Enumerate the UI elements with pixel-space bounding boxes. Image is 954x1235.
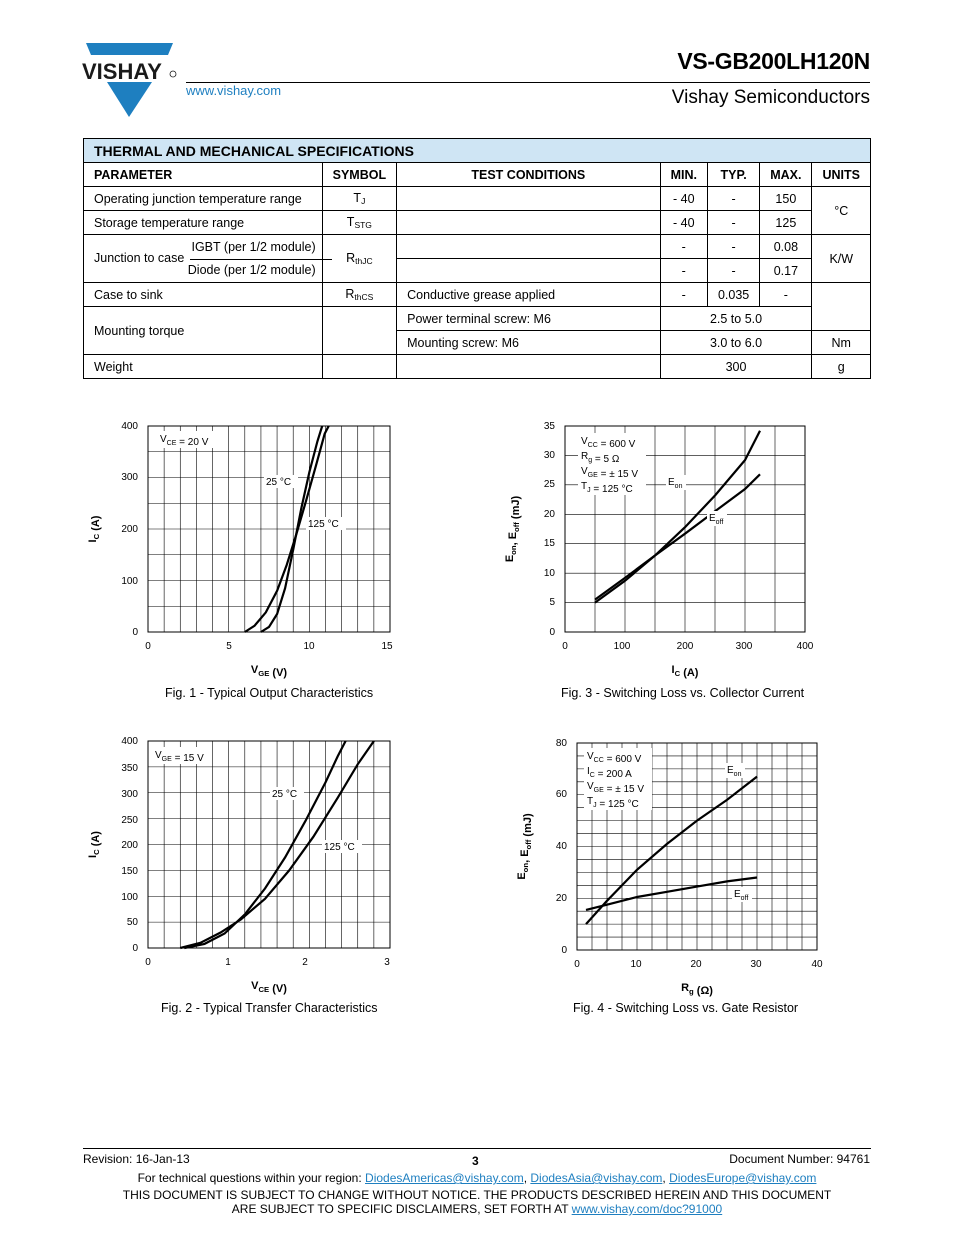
x-tick-label: 15 [381,641,393,652]
x-tick-label: 400 [796,641,814,652]
email-asia-link[interactable]: DiodesAsia@vishay.com [530,1171,663,1185]
x-axis-label: $V_{CE}$ (V) [251,980,287,995]
y-tick-label: 400 [121,736,138,747]
company-name: Vishay Semiconductors [671,87,870,108]
y-tick-label: 300 [121,789,138,800]
symbol-cell: $T_J$ [322,187,396,211]
y-tick-label: 20 [543,509,555,520]
x-tick-label: 40 [811,959,823,970]
y-tick-label: 15 [543,538,555,549]
fig1-caption: Fig. 1 - Typical Output Characteristics [165,686,374,700]
y-tick-label: 300 [121,472,138,483]
x-tick-label: 0 [145,957,151,968]
y-tick-label: 5 [549,597,555,608]
col-header: MIN. [660,163,707,187]
symbol-cell: $R_{thCS}$ [322,283,396,307]
y-tick-label: 80 [555,738,567,749]
series-name: $E_{on}$ [668,477,683,490]
x-tick-label: 3 [384,957,390,968]
cond-cell: Power terminal screw: M6 [397,307,660,331]
jc-sub-diode: Diode (per 1/2 module) [187,262,316,277]
typ-cell: 0.035 [707,283,759,307]
series-label [322,840,362,853]
y-axis-label: $I_C$ (A) [87,831,102,858]
y-tick-label: 100 [121,576,138,587]
conditions-annotation [584,748,652,810]
x-axis-label: $I_C$ (A) [671,664,699,679]
y-tick-label: 100 [121,892,138,903]
y-tick-label: 200 [121,840,138,851]
value-cell: 300 [660,355,812,379]
y-tick-label: 350 [121,763,138,774]
conditions-annotation [578,433,646,495]
table-title: THERMAL AND MECHANICAL SPECIFICATIONS [84,139,871,163]
y-tick-label: 20 [555,893,567,904]
min-cell: - 40 [660,187,707,211]
x-tick-label: 10 [630,959,642,970]
max-cell: 150 [760,187,812,211]
chart-fig3 [504,421,814,679]
y-axis-label: $I_C$ (A) [87,515,102,543]
logo-wordmark: VISHAY [82,59,162,84]
disclaimer-line-2: ARE SUBJECT TO SPECIFIC DISCLAIMERS, SET FORTH AT www.vishay.com/doc?91000 [231,1202,723,1216]
y-tick-label: 25 [543,479,555,490]
jc-label: Junction to case [94,250,185,265]
col-header: TEST CONDITIONS [397,163,660,187]
min-cell: - 40 [660,211,707,235]
y-tick-label: 50 [126,917,138,928]
y-tick-label: 0 [132,943,138,954]
annotation-line: $V_{CC} = 600$ V [581,436,636,450]
x-tick-label: 2 [302,957,308,968]
x-tick-label: 30 [750,959,762,970]
document-number: Document Number: 94761 [729,1152,870,1166]
min-cell: - [660,283,707,307]
y-tick-label: 250 [121,815,138,826]
cond-cell: Mounting screw: M6 [397,331,660,355]
y-tick-label: 0 [561,945,567,956]
max-cell: 125 [760,211,812,235]
col-header: MAX. [760,163,812,187]
series-name: 25 °C [272,789,298,800]
max-cell: 0.08 [760,235,812,259]
typ-cell: - [707,211,759,235]
annotation-line: $V_{GE} = 15$ V [155,750,204,764]
symbol-cell: $T_{STG}$ [322,211,396,235]
series-label [732,887,752,902]
y-tick-label: 400 [121,421,138,432]
annotation-line: $R_g = 5$ Ω [581,451,620,465]
series-name: $E_{on}$ [727,765,742,778]
x-tick-label: 0 [574,959,580,970]
x-tick-label: 0 [562,641,568,652]
page-number: 3 [472,1154,479,1168]
annotation-line: $I_C = 200$ A [587,766,632,780]
conditions-annotation [157,431,215,448]
fig2-caption: Fig. 2 - Typical Transfer Characteristics [161,1001,378,1015]
x-tick-label: 20 [690,959,702,970]
param-cell: Operating junction temperature range [84,187,323,211]
max-cell: - [760,283,812,307]
x-axis-label: $V_{GE}$ (V) [250,664,288,679]
x-tick-label: 300 [735,641,753,652]
part-number-title: VS-GB200LH120N [677,48,870,74]
y-tick-label: 40 [555,841,567,852]
contact-line: For technical questions within your region: DiodesAmericas@vishay.com, DiodesAsia@vishay.com, DiodesEurope@vishay.com [137,1171,817,1185]
max-cell: 0.17 [760,259,812,283]
series-name: 125 °C [308,519,339,530]
footer-rule [83,1148,871,1149]
units-cell: Nm [812,331,871,355]
series-name: $E_{off}$ [734,889,749,902]
typ-cell: - [707,187,759,211]
annotation-line: $V_{CE} = 20$ V [160,434,209,448]
y-axis-label: $E_{on}$, $E_{off}$ (mJ) [504,495,522,563]
chart-fig2 [87,736,390,995]
annotation-line: $T_J = 125$ °C [587,796,639,810]
series-line [586,878,757,910]
jc-sub-igbt: IGBT (per 1/2 module) [191,239,316,254]
y-tick-label: 150 [121,866,138,877]
cond-cell: Conductive grease applied [397,283,660,307]
x-tick-label: 0 [145,641,151,652]
x-axis-label: $R_g$ (Ω) [681,982,713,997]
param-cell: Case to sink [84,283,323,307]
annotation-line: $V_{GE}$ = ± 15 V [581,466,639,480]
chart-fig4 [516,738,823,997]
series-label [707,511,727,526]
website-link[interactable]: www.vishay.com [186,83,282,98]
param-cell: Weight [84,355,323,379]
value-cell: 2.5 to 5.0 [660,307,812,331]
y-tick-label: 10 [543,568,555,579]
series-label [264,475,298,488]
series-name: 25 °C [266,477,292,488]
param-cell: Storage temperature range [84,211,323,235]
col-header: SYMBOL [322,163,396,187]
fig3-caption: Fig. 3 - Switching Loss vs. Collector Current [561,686,805,700]
min-cell: - [660,235,707,259]
disclaimer-link[interactable]: www.vishay.com/doc?91000 [571,1202,723,1216]
typ-cell: - [707,259,759,283]
series-label [306,517,346,530]
email-europe-link[interactable]: DiodesEurope@vishay.com [669,1171,817,1185]
disclaimer-line-1: THIS DOCUMENT IS SUBJECT TO CHANGE WITHOUT NOTICE. THE PRODUCTS DESCRIBED HEREIN AND THIS DOCUMENT [122,1188,832,1202]
annotation-line: $V_{GE}$ = ± 15 V [587,781,645,795]
email-americas-link[interactable]: DiodesAmericas@vishay.com [365,1171,524,1185]
x-tick-label: 5 [226,641,232,652]
series-label [666,475,686,490]
series-name: $E_{off}$ [709,513,724,526]
param-cell: Mounting torque [84,307,323,355]
annotation-line: $T_J = 125$ °C [581,481,633,495]
x-tick-label: 200 [676,641,694,652]
chart-fig1 [87,421,393,679]
units-cell: °C [812,187,871,235]
col-header: PARAMETER [84,163,323,187]
series-name: 125 °C [324,842,355,853]
value-cell: 3.0 to 6.0 [660,331,812,355]
y-tick-label: 30 [543,450,555,461]
typ-cell: - [707,235,759,259]
units-cell: g [812,355,871,379]
x-tick-label: 100 [613,641,631,652]
y-tick-label: 0 [549,627,555,638]
y-tick-label: 35 [543,421,555,432]
series-label [270,787,304,800]
conditions-annotation [152,747,210,764]
y-tick-label: 60 [555,789,567,800]
y-axis-label: $E_{on}$, $E_{off}$ (mJ) [516,813,534,880]
series-label [725,763,745,778]
y-tick-label: 200 [121,524,138,535]
col-header: UNITS [812,163,871,187]
revision: Revision: 16-Jan-13 [83,1152,190,1166]
units-cell: K/W [812,235,871,283]
x-tick-label: 10 [303,641,315,652]
col-header: TYP. [707,163,759,187]
y-tick-label: 0 [132,627,138,638]
annotation-line: $V_{CC} = 600$ V [587,751,642,765]
x-tick-label: 1 [225,957,231,968]
fig4-caption: Fig. 4 - Switching Loss vs. Gate Resistor [573,1001,799,1015]
symbol-cell: $R_{thJC}$ [322,235,396,283]
min-cell: - [660,259,707,283]
